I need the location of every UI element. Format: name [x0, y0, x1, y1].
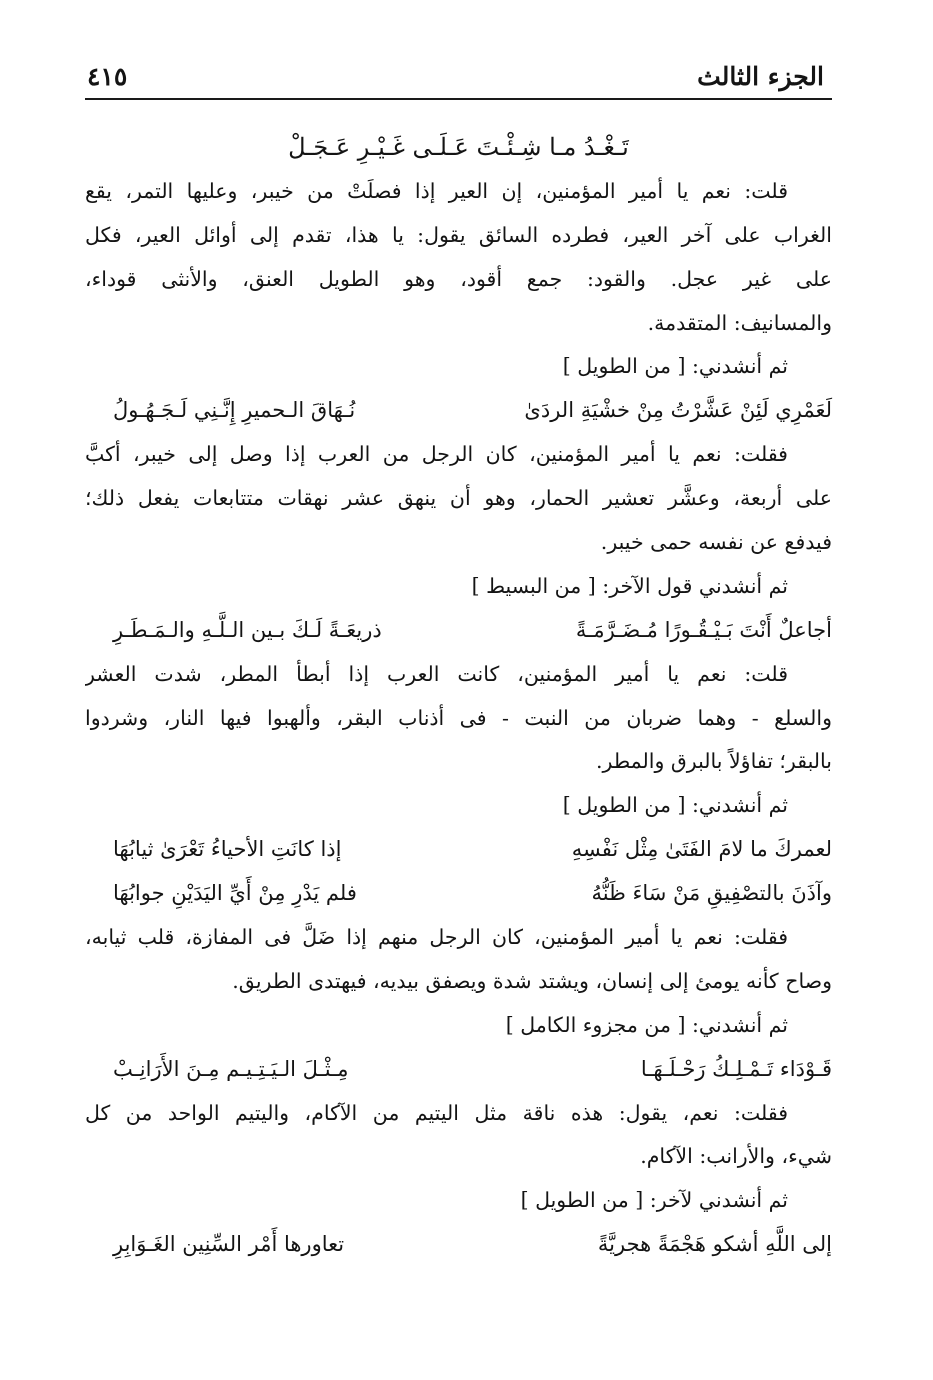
- verse-second-half: إذا كانَتِ الأحياءُ تَعْرَىٰ ثيابُهَا: [113, 837, 342, 862]
- text-line: والمسانيف: المتقدمة.: [647, 310, 832, 335]
- text-line: الغراب على آخر العير، فطرده السائق يقول: يا هذا، تقدم إلى أوائل العير، فكل: [85, 222, 832, 247]
- verse-first-half: لعمركَ ما لامَ الفَتَىٰ مِثْل نَفْسِهِ: [571, 837, 832, 862]
- text-line: قلت: نعم يا أمير المؤمنين، إن العير إذا فصلَتْ من خيبر، وعليها التمر، يقع: [85, 178, 788, 203]
- verse-line: [85, 389, 832, 433]
- page-header: [85, 56, 832, 100]
- verse-line: [85, 1048, 832, 1092]
- text-line: على أربعة، وعشَّر تعشير الحمار، وهو أن ينهق عشر نهقات متتابعات يفعل ذلك؛: [85, 486, 832, 511]
- verse-line: [85, 872, 832, 916]
- verse-line: [85, 609, 832, 653]
- verse-first-half: قَـوْدَاء تَـمْـلِـكُ رَحْـلَـهَـا: [640, 1056, 832, 1081]
- meter-note: ثم أنشدني: [ من مجزوء الكامل ]: [505, 1012, 788, 1037]
- verse-first-half: أجاعلٌ أَنْتَ بَـيْـقُـورًا مُـضَـرَّمَـةً: [575, 617, 832, 642]
- text-line: فقلت: نعم يا أمير المؤمنين، كان الرجل من العرب إذا وصل إلى خيبر، أكبَّ: [85, 442, 788, 467]
- header-rule: [85, 98, 832, 100]
- text-line: شيء، والأرانب: الآكام.: [640, 1144, 832, 1169]
- verse-line: [85, 1223, 832, 1267]
- verse-second-half: مِـثْـلَ الـيَـتِـيـم مِـنَ الأَرَانِـبْ: [113, 1056, 349, 1081]
- running-title: الجزء الثالث: [697, 62, 824, 91]
- page-number: ٤١٥: [87, 62, 128, 91]
- meter-note: ثم أنشدني: [ من الطويل ]: [562, 354, 788, 379]
- text-line: فيدفع عن نفسه حمى خيبر.: [600, 530, 832, 555]
- text-line: فقلت: نعم، يقول: هذه ناقة مثل اليتيم من الآكام، واليتيم الواحد من كل: [85, 1100, 788, 1125]
- verse-second-half: نُـهَاقَ الـحميرِ إِنَّـنِي لَـجَـهُـولُ: [113, 398, 356, 423]
- verse-line: [85, 828, 832, 872]
- verse-second-half: ذريعَـةً لَـكَ بـين الـلَّـهِ والـمَـطَـرِ: [113, 617, 382, 642]
- text-line: قلت: نعم يا أمير المؤمنين، كانت العرب إذا أبطأ المطر، شدت العشر: [85, 661, 788, 686]
- text-line: فقلت: نعم يا أمير المؤمنين، كان الرجل منهم إذا ضَلَّ فى المفازة، قلب ثيابه،: [85, 925, 788, 950]
- verse-first-half: وآذَنَ بالتصْفِيقِ مَنْ سَاءَ ظَنُّهُ: [591, 881, 832, 906]
- verse-second-half: تعاورها أَمْر السِّنِين الغَـوَابِرِ: [113, 1232, 345, 1257]
- text-line: بالبقر؛ تفاؤلاً بالبرق والمطر.: [596, 749, 832, 774]
- heading-verse: تَـغْـدُ مـا شِـئْـتَ عَـلَـى غَـيْـرِ عَـجَـلْ: [288, 133, 629, 161]
- meter-note: ثم أنشدني لآخر: [ من الطويل ]: [520, 1188, 788, 1213]
- verse-first-half: إلى اللَّهِ أشكو هَجْمَةً هجريَّةً: [597, 1232, 832, 1257]
- text-line: وصاح كأنه يومئ إلى إنسان، ويشتد شدة ويصفق بيديه، فيهتدى الطريق.: [232, 968, 832, 993]
- text-line: والسلع - وهما ضربان من النبت - فى أذناب البقر، وألهبوا فيها النار، وشردوا: [85, 705, 832, 730]
- text-line: على غير عجل. والقود: جمع أقود، وهو الطويل العنق، والأنثى قوداء،: [85, 266, 832, 291]
- meter-note: ثم أنشدني: [ من الطويل ]: [562, 793, 788, 818]
- verse-second-half: فلم يَدْرِ مِنْ أَيِّ اليَدَيْنِ جوابُهَا: [113, 881, 357, 906]
- meter-note: ثم أنشدني قول الآخر: [ من البسيط ]: [471, 573, 788, 598]
- verse-first-half: لَعَمْرِي لَئِنْ عَشَّرْتُ مِنْ خشْيَةِ الردَىٰ: [524, 398, 832, 423]
- body-text: [85, 126, 832, 1267]
